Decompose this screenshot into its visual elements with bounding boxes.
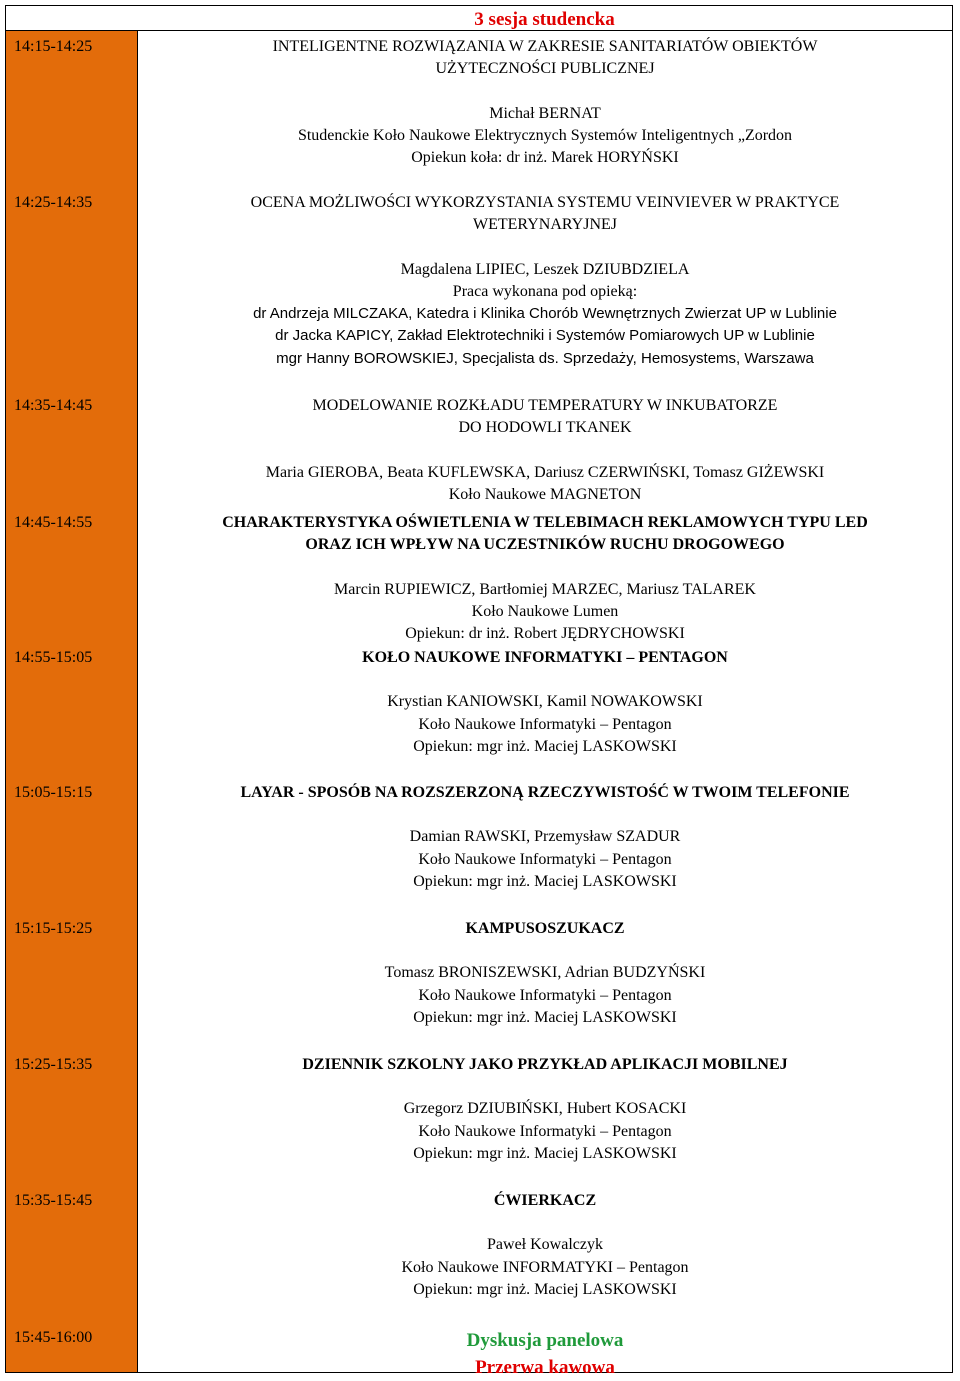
talk-detail: Opiekun: mgr inż. Maciej LASKOWSKI <box>413 1280 677 1298</box>
slot-time: 15:35-15:45 <box>14 1192 93 1209</box>
slot-time: 14:15-14:25 <box>14 38 93 55</box>
talk-detail: Koło Naukowe INFORMATYKI – Pentagon <box>401 1258 689 1276</box>
slot-content <box>142 918 948 1029</box>
spacer <box>142 669 948 691</box>
talk-title: OCENA MOŻLIWOŚCI WYKORZYSTANIA SYSTEMU VEINVIEVER W PRAKTYCE <box>250 194 840 211</box>
slot-content <box>142 512 948 645</box>
talk-detail: Grzegorz DZIUBIŃSKI, Hubert KOSACKI <box>403 1100 687 1118</box>
spacer <box>142 940 948 962</box>
spacer <box>142 1076 948 1098</box>
schedule-table <box>5 5 953 1378</box>
slot-time: 14:25-14:35 <box>14 194 93 211</box>
slot-content <box>142 782 948 893</box>
talk-title: DO HODOWLI TKANEK <box>458 419 632 437</box>
talk-detail: dr Andrzeja MILCZAKA, Katedra i Klinika Chorób Wewnętrznych Zwierzat UP w Lublinie <box>253 305 837 323</box>
talk-title: UŻYTECZNOŚCI PUBLICZNEJ <box>435 60 655 78</box>
slot-time: 15:25-15:35 <box>14 1056 93 1073</box>
spacer <box>142 440 948 462</box>
talk-detail: Maria GIEROBA, Beata KUFLEWSKA, Dariusz CZERWIŃSKI, Tomasz GIŻEWSKI <box>265 463 825 481</box>
slot-content <box>142 36 948 169</box>
talk-detail: Opiekun: mgr inż. Maciej LASKOWSKI <box>413 1144 677 1162</box>
slot-time: 15:15-15:25 <box>14 920 93 937</box>
talk-title: ĆWIERKACZ <box>493 1192 597 1209</box>
header-divider <box>6 30 952 31</box>
talk-detail: Magdalena LIPIEC, Leszek DZIUBDZIELA <box>400 260 690 278</box>
panel-discussion: Dyskusja panelowa <box>466 1330 624 1351</box>
slot-time: 14:35-14:45 <box>14 397 93 414</box>
talk-detail: Koło Naukowe Lumen <box>471 602 619 620</box>
slot-content <box>142 1054 948 1165</box>
talk-detail: Koło Naukowe Informatyki – Pentagon <box>418 1122 672 1140</box>
spacer <box>142 557 948 579</box>
time-column <box>6 30 138 1372</box>
talk-title: CHARAKTERYSTYKA OŚWIETLENIA W TELEBIMACH REKLAMOWYCH TYPU LED <box>222 514 868 531</box>
talk-detail: Koło Naukowe Informatyki – Pentagon <box>418 715 672 733</box>
talk-title: MODELOWANIE ROZKŁADU TEMPERATURY W INKUBATORZE <box>312 397 778 414</box>
talk-detail: Studenckie Koło Naukowe Elektrycznych Systemów Inteligentnych „Zordon <box>297 126 793 144</box>
talk-detail: Damian RAWSKI, Przemysław SZADUR <box>409 828 681 846</box>
talk-detail: Opiekun: mgr inż. Maciej LASKOWSKI <box>413 737 677 755</box>
talk-detail: mgr Hanny BOROWSKIEJ, Specjalista ds. Sprzedaży, Hemosystems, Warszawa <box>276 349 814 367</box>
talk-title: WETERYNARYJNEJ <box>473 216 617 234</box>
talk-detail: Koło Naukowe MAGNETON <box>448 485 642 503</box>
slot-content <box>142 192 948 370</box>
slot-content <box>142 395 948 506</box>
spacer <box>142 237 948 259</box>
talk-title: INTELIGENTNE ROZWIĄZANIA W ZAKRESIE SANITARIATÓW OBIEKTÓW <box>272 38 818 55</box>
slot-content <box>142 1190 948 1301</box>
spacer <box>142 81 948 103</box>
slot-time: 14:55-15:05 <box>14 649 93 666</box>
slot-content <box>142 1327 948 1381</box>
talk-detail: Opiekun: mgr inż. Maciej LASKOWSKI <box>413 1008 677 1026</box>
talk-title: LAYAR - SPOSÓB NA ROZSZERZONĄ RZECZYWISTOŚĆ W TWOIM TELEFONIE <box>240 784 850 801</box>
talk-title: ORAZ ICH WPŁYW NA UCZESTNIKÓW RUCHU DROGOWEGO <box>305 536 785 554</box>
talk-title: DZIENNIK SZKOLNY JAKO PRZYKŁAD APLIKACJI MOBILNEJ <box>302 1056 788 1073</box>
talk-detail: Koło Naukowe Informatyki – Pentagon <box>418 850 672 868</box>
talk-title: KAMPUSOSZUKACZ <box>465 920 625 937</box>
session-title: 3 sesja studencka <box>474 9 615 30</box>
slot-content <box>142 647 948 758</box>
talk-detail: Krystian KANIOWSKI, Kamil NOWAKOWSKI <box>387 693 703 711</box>
talk-title: KOŁO NAUKOWE INFORMATYKI – PENTAGON <box>362 649 728 666</box>
talk-detail: Koło Naukowe Informatyki – Pentagon <box>418 986 672 1004</box>
talk-detail: Paweł Kowalczyk <box>487 1236 603 1254</box>
slot-time: 14:45-14:55 <box>14 514 93 531</box>
talk-detail: Opiekun: mgr inż. Maciej LASKOWSKI <box>413 872 677 890</box>
talk-detail: Marcin RUPIEWICZ, Bartłomiej MARZEC, Mariusz TALAREK <box>334 580 756 598</box>
talk-detail: Michał BERNAT <box>489 104 601 122</box>
talk-detail: dr Jacka KAPICY, Zakład Elektrotechniki i Systemów Pomiarowych UP w Lublinie <box>275 327 815 345</box>
talk-detail: Praca wykonana pod opieką: <box>452 282 638 300</box>
slot-time: 15:45-16:00 <box>14 1329 93 1346</box>
talk-detail: Opiekun koła: dr inż. Marek HORYŃSKI <box>411 149 679 167</box>
coffee-break: Przerwa kawowa <box>475 1357 615 1378</box>
talk-detail: Opiekun: dr inż. Robert JĘDRYCHOWSKI <box>405 625 685 643</box>
slot-time: 15:05-15:15 <box>14 784 93 801</box>
spacer <box>142 1212 948 1234</box>
talk-detail: Tomasz BRONISZEWSKI, Adrian BUDZYŃSKI <box>384 964 706 982</box>
spacer <box>142 804 948 826</box>
